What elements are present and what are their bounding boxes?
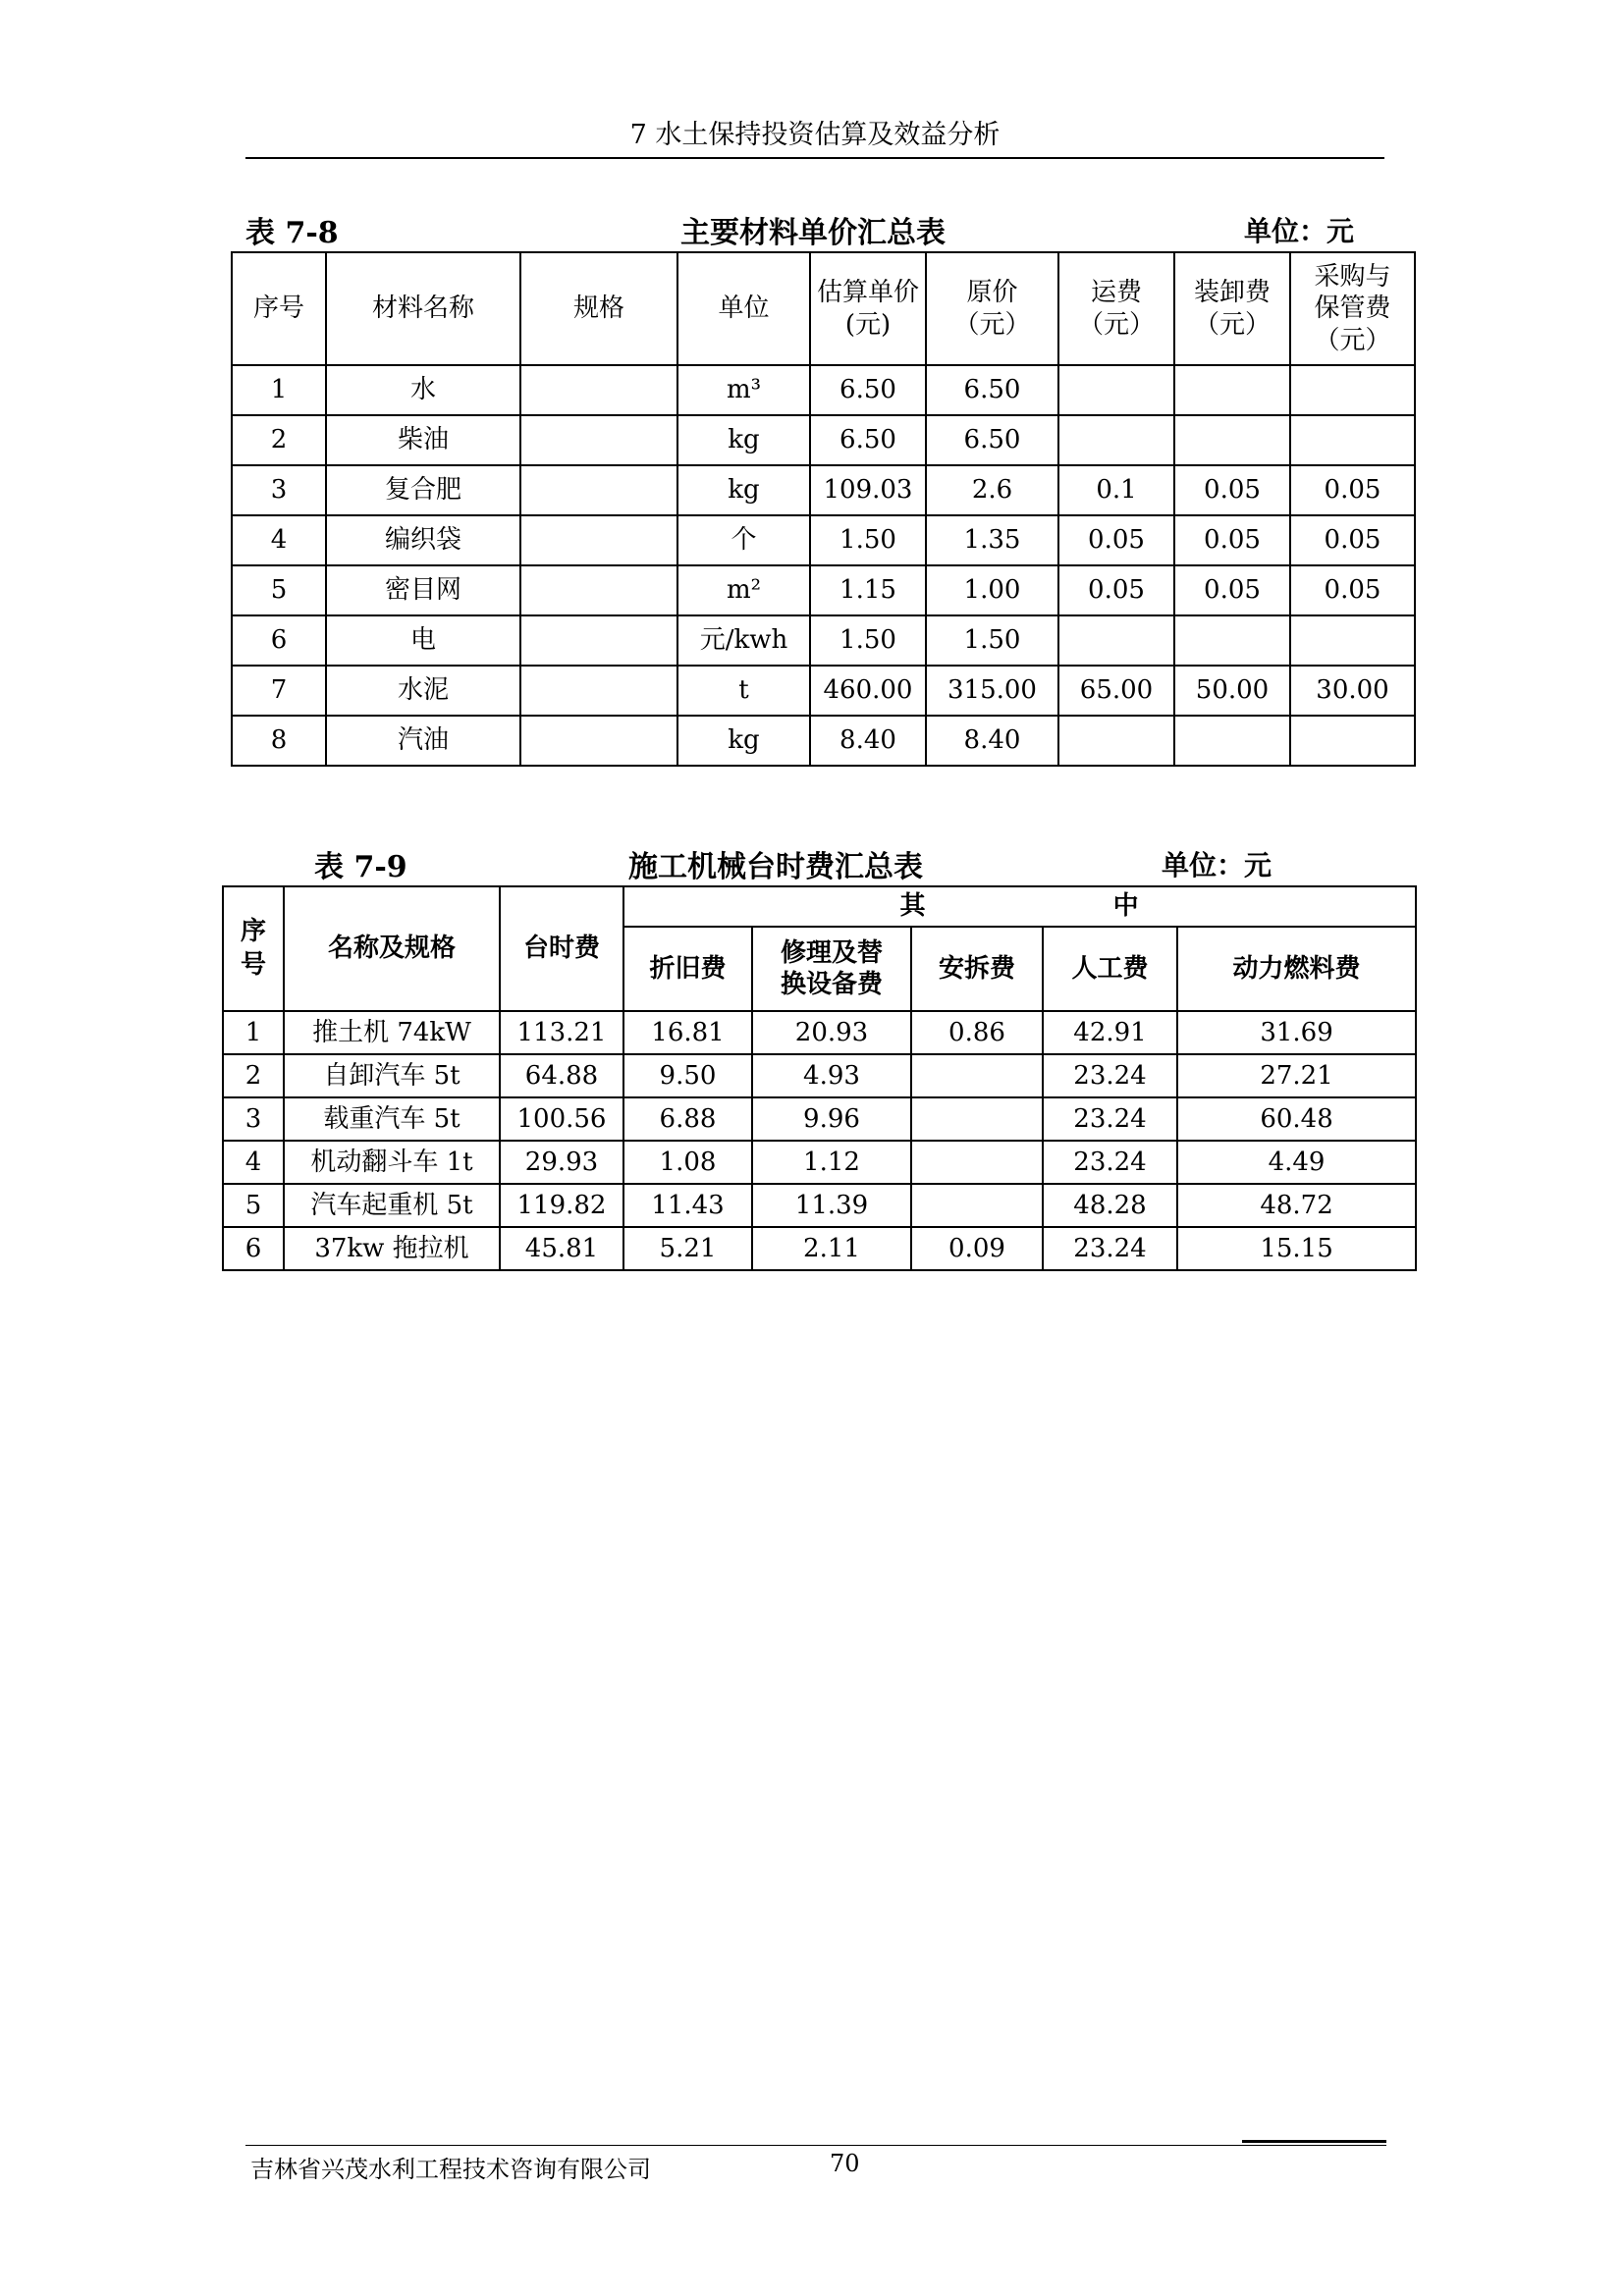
cell-material-name: 编织袋 (326, 515, 520, 565)
column-header-index: 序号 (232, 252, 326, 365)
cell-installation-removal: 0.09 (911, 1227, 1043, 1270)
column-header-name-spec: 名称及规格 (284, 886, 500, 1011)
table-row (232, 666, 1415, 716)
table-7-8-title: 主要材料单价汇总表 (680, 216, 946, 250)
cell-name-spec: 汽车起重机 5t (284, 1184, 500, 1227)
cell-spec (520, 415, 677, 465)
cell-index: 7 (232, 666, 326, 716)
column-header-repair-replacement: 修理及替换设备费 (752, 927, 911, 1011)
footer-rule (245, 2145, 1386, 2146)
cell-labor: 23.24 (1043, 1141, 1177, 1184)
cell-repair-replacement: 2.11 (752, 1227, 911, 1270)
cell-depreciation: 11.43 (623, 1184, 752, 1227)
cell-freight: 0.05 (1058, 565, 1174, 615)
cell-original-price: 2.6 (926, 465, 1058, 515)
table-row (232, 365, 1415, 415)
cell-purchase-storage-fee (1290, 365, 1415, 415)
cell-spec (520, 515, 677, 565)
cell-installation-removal (911, 1097, 1043, 1141)
cell-material-name: 密目网 (326, 565, 520, 615)
cell-estimated-price: 8.40 (810, 716, 926, 766)
cell-depreciation: 5.21 (623, 1227, 752, 1270)
column-header-labor: 人工费 (1043, 927, 1177, 1011)
cell-purchase-storage-fee (1290, 615, 1415, 666)
cell-material-name: 水泥 (326, 666, 520, 716)
cell-estimated-price: 1.50 (810, 515, 926, 565)
header-rule (245, 157, 1384, 159)
cell-unit: m³ (677, 365, 810, 415)
column-header-handling-fee: 装卸费（元） (1174, 252, 1290, 365)
cell-index: 4 (223, 1141, 284, 1184)
column-header-depreciation: 折旧费 (623, 927, 752, 1011)
table-row (223, 1184, 1416, 1227)
cell-spec (520, 716, 677, 766)
cell-material-name: 复合肥 (326, 465, 520, 515)
cell-freight: 0.05 (1058, 515, 1174, 565)
cell-original-price: 6.50 (926, 415, 1058, 465)
cell-handling-fee: 0.05 (1174, 465, 1290, 515)
table-row (223, 1227, 1416, 1270)
cell-purchase-storage-fee (1290, 716, 1415, 766)
cell-fuel-power: 27.21 (1177, 1054, 1416, 1097)
column-header-purchase-storage-fee: 采购与保管费（元） (1290, 252, 1415, 365)
cell-labor: 48.28 (1043, 1184, 1177, 1227)
cell-material-name: 汽油 (326, 716, 520, 766)
cell-installation-removal (911, 1184, 1043, 1227)
cell-index: 2 (223, 1054, 284, 1097)
cell-original-price: 1.50 (926, 615, 1058, 666)
cell-original-price: 1.35 (926, 515, 1058, 565)
footer-rule-accent (1242, 2140, 1386, 2143)
table-row (223, 1054, 1416, 1097)
column-header-fuel-power: 动力燃料费 (1177, 927, 1416, 1011)
cell-index: 1 (232, 365, 326, 415)
cell-index: 3 (223, 1097, 284, 1141)
table-row (232, 515, 1415, 565)
cell-spec (520, 465, 677, 515)
cell-unit: kg (677, 716, 810, 766)
cell-index: 2 (232, 415, 326, 465)
cell-spec (520, 666, 677, 716)
cell-handling-fee (1174, 365, 1290, 415)
column-header-estimated-price: 估算单价(元) (810, 252, 926, 365)
cell-freight (1058, 615, 1174, 666)
cell-handling-fee: 0.05 (1174, 515, 1290, 565)
table-header-row (223, 886, 1416, 927)
cell-unit: m² (677, 565, 810, 615)
cell-hourly-cost: 45.81 (500, 1227, 623, 1270)
cell-estimated-price: 460.00 (810, 666, 926, 716)
cell-depreciation: 6.88 (623, 1097, 752, 1141)
cell-original-price: 8.40 (926, 716, 1058, 766)
cell-hourly-cost: 119.82 (500, 1184, 623, 1227)
material-price-table (231, 251, 1416, 767)
cell-freight (1058, 716, 1174, 766)
table-row (223, 1011, 1416, 1054)
cell-fuel-power: 48.72 (1177, 1184, 1416, 1227)
cell-repair-replacement: 1.12 (752, 1141, 911, 1184)
column-header-spec: 规格 (520, 252, 677, 365)
cell-index: 3 (232, 465, 326, 515)
cell-fuel-power: 4.49 (1177, 1141, 1416, 1184)
cell-hourly-cost: 100.56 (500, 1097, 623, 1141)
page-number: 70 (830, 2150, 860, 2177)
cell-index: 6 (232, 615, 326, 666)
column-group-header-of-which (623, 886, 1416, 927)
cell-material-name: 柴油 (326, 415, 520, 465)
table-7-8-unit: 单位：元 (1244, 215, 1355, 247)
running-header: 7 水土保持投资估算及效益分析 (629, 120, 1001, 150)
cell-spec (520, 615, 677, 666)
cell-name-spec: 37kw 拖拉机 (284, 1227, 500, 1270)
cell-labor: 23.24 (1043, 1097, 1177, 1141)
cell-unit: 元/kwh (677, 615, 810, 666)
table-7-9-unit: 单位：元 (1162, 849, 1272, 881)
cell-index: 5 (223, 1184, 284, 1227)
cell-fuel-power: 31.69 (1177, 1011, 1416, 1054)
cell-purchase-storage-fee: 0.05 (1290, 565, 1415, 615)
cell-estimated-price: 1.15 (810, 565, 926, 615)
table-row (232, 716, 1415, 766)
cell-freight: 0.1 (1058, 465, 1174, 515)
column-header-material-name: 材料名称 (326, 252, 520, 365)
cell-handling-fee (1174, 415, 1290, 465)
cell-index: 4 (232, 515, 326, 565)
cell-spec (520, 565, 677, 615)
group-header-char-2: 中 (1112, 891, 1140, 922)
cell-hourly-cost: 29.93 (500, 1141, 623, 1184)
cell-fuel-power: 15.15 (1177, 1227, 1416, 1270)
cell-name-spec: 载重汽车 5t (284, 1097, 500, 1141)
cell-unit: kg (677, 465, 810, 515)
cell-repair-replacement: 11.39 (752, 1184, 911, 1227)
cell-repair-replacement: 9.96 (752, 1097, 911, 1141)
cell-handling-fee (1174, 615, 1290, 666)
cell-original-price: 6.50 (926, 365, 1058, 415)
cell-index: 6 (223, 1227, 284, 1270)
column-header-index: 序号 (223, 886, 284, 1011)
cell-estimated-price: 1.50 (810, 615, 926, 666)
cell-estimated-price: 6.50 (810, 415, 926, 465)
footer-company-name: 吉林省兴茂水利工程技术咨询有限公司 (250, 2156, 651, 2183)
cell-purchase-storage-fee: 30.00 (1290, 666, 1415, 716)
cell-purchase-storage-fee (1290, 415, 1415, 465)
cell-index: 5 (232, 565, 326, 615)
column-header-original-price: 原价（元） (926, 252, 1058, 365)
column-header-hourly-cost: 台时费 (500, 886, 623, 1011)
table-7-8-number: 表 7-8 (245, 216, 339, 250)
cell-depreciation: 16.81 (623, 1011, 752, 1054)
cell-unit: t (677, 666, 810, 716)
machinery-hourly-cost-table (222, 885, 1417, 1271)
table-row (232, 415, 1415, 465)
cell-freight: 65.00 (1058, 666, 1174, 716)
cell-installation-removal: 0.86 (911, 1011, 1043, 1054)
cell-estimated-price: 109.03 (810, 465, 926, 515)
cell-unit: 个 (677, 515, 810, 565)
table-header-row (232, 252, 1415, 365)
cell-installation-removal (911, 1054, 1043, 1097)
cell-depreciation: 9.50 (623, 1054, 752, 1097)
column-header-installation-removal: 安拆费 (911, 927, 1043, 1011)
table-row (232, 565, 1415, 615)
cell-spec (520, 365, 677, 415)
cell-name-spec: 自卸汽车 5t (284, 1054, 500, 1097)
cell-installation-removal (911, 1141, 1043, 1184)
cell-unit: kg (677, 415, 810, 465)
column-header-freight: 运费（元） (1058, 252, 1174, 365)
cell-name-spec: 推土机 74kW (284, 1011, 500, 1054)
cell-hourly-cost: 64.88 (500, 1054, 623, 1097)
cell-index: 8 (232, 716, 326, 766)
table-7-9-title: 施工机械台时费汇总表 (628, 850, 923, 884)
table-row (223, 1141, 1416, 1184)
cell-original-price: 315.00 (926, 666, 1058, 716)
cell-labor: 23.24 (1043, 1054, 1177, 1097)
cell-handling-fee: 50.00 (1174, 666, 1290, 716)
cell-material-name: 电 (326, 615, 520, 666)
cell-labor: 42.91 (1043, 1011, 1177, 1054)
cell-fuel-power: 60.48 (1177, 1097, 1416, 1141)
table-row (232, 465, 1415, 515)
table-row (223, 1097, 1416, 1141)
cell-repair-replacement: 4.93 (752, 1054, 911, 1097)
cell-handling-fee (1174, 716, 1290, 766)
cell-original-price: 1.00 (926, 565, 1058, 615)
cell-purchase-storage-fee: 0.05 (1290, 515, 1415, 565)
cell-repair-replacement: 20.93 (752, 1011, 911, 1054)
table-7-9-number: 表 7-9 (314, 850, 407, 884)
group-header-char-1: 其 (899, 891, 927, 922)
cell-freight (1058, 415, 1174, 465)
cell-purchase-storage-fee: 0.05 (1290, 465, 1415, 515)
cell-name-spec: 机动翻斗车 1t (284, 1141, 500, 1184)
cell-handling-fee: 0.05 (1174, 565, 1290, 615)
column-header-unit: 单位 (677, 252, 810, 365)
table-row (232, 615, 1415, 666)
cell-depreciation: 1.08 (623, 1141, 752, 1184)
cell-freight (1058, 365, 1174, 415)
cell-hourly-cost: 113.21 (500, 1011, 623, 1054)
cell-labor: 23.24 (1043, 1227, 1177, 1270)
cell-estimated-price: 6.50 (810, 365, 926, 415)
cell-index: 1 (223, 1011, 284, 1054)
cell-material-name: 水 (326, 365, 520, 415)
